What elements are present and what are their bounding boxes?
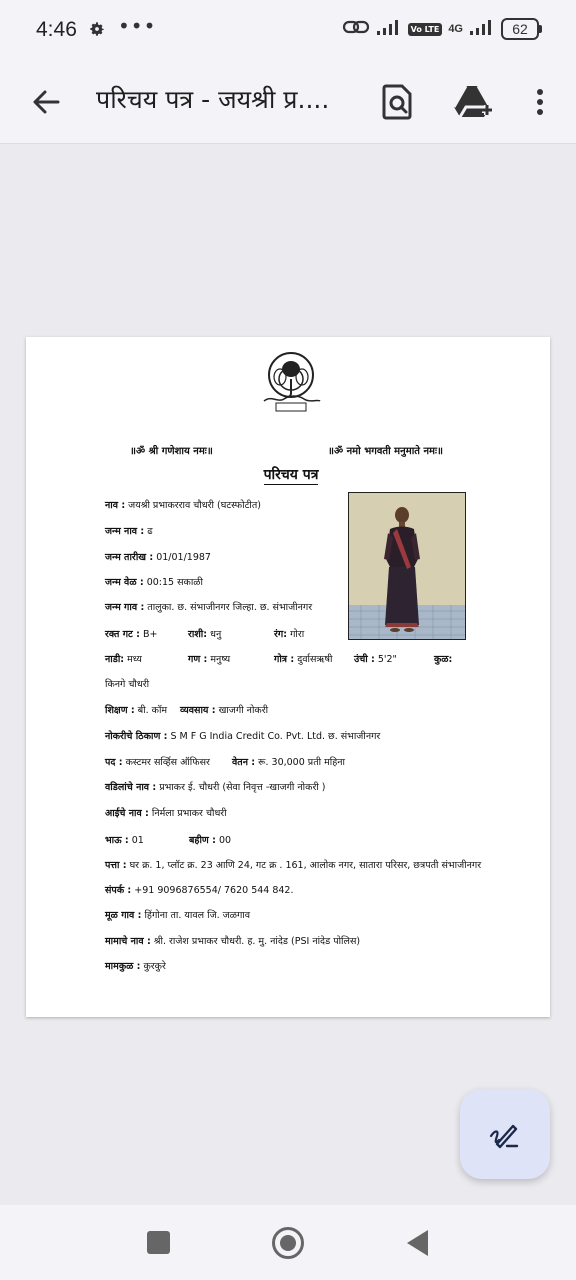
field-salary: वेतन : रू. 30,000 प्रती महिना — [232, 757, 346, 768]
battery-level: 62 — [501, 18, 539, 40]
status-time: 4:46 — [36, 18, 77, 41]
invocation-right: ॥ॐ नमो भगवती मनुमाते नमः॥ — [328, 446, 444, 457]
biodata-title: परिचय पत्र — [263, 467, 319, 483]
field-gan: गण : मनुष्य — [188, 654, 231, 665]
field-rashi: राशी: धनु — [188, 629, 222, 640]
field-name: नाव : जयश्री प्रभाकरराव चौधरी (घटस्फोटीत) — [105, 500, 261, 511]
field-mother: आईचे नाव : निर्मला प्रभाकर चौधरी — [105, 808, 227, 819]
status-bar — [0, 0, 576, 62]
field-blood-group: रक्त गट : B+ — [105, 629, 158, 640]
field-sisters: बहीण : 00 — [189, 835, 232, 846]
home-button[interactable] — [272, 1227, 304, 1259]
network-type: 4G — [448, 23, 463, 35]
field-post: पद : कस्टमर सर्व्हिस ऑफिसर — [105, 757, 210, 768]
add-to-drive-button[interactable] — [452, 82, 494, 122]
find-in-document-button[interactable] — [380, 82, 416, 122]
settings-gear-icon — [88, 20, 106, 42]
signal-icon-2 — [469, 18, 495, 40]
link-icon — [342, 18, 370, 40]
field-kul-label: कुळ: — [434, 654, 453, 665]
field-contact: संपर्क : +91 9096876554/ 7620 544 842. — [105, 885, 294, 896]
system-navigation-bar — [0, 1205, 576, 1280]
field-birth-time: जन्म वेळ : 00:15 सकाळी — [105, 577, 203, 588]
battery-icon — [501, 18, 542, 40]
field-brothers: भाऊ : 01 — [105, 835, 144, 846]
more-vert-icon — [528, 82, 552, 122]
field-gotra: गोत्र : दुर्वासऋषी — [274, 654, 333, 665]
signal-icon — [376, 18, 402, 40]
find-in-page-icon — [380, 82, 416, 122]
back-button[interactable] — [26, 82, 66, 122]
document-page[interactable] — [26, 337, 550, 1017]
field-birth-date: जन्म तारीख : 01/01/1987 — [105, 552, 211, 563]
field-mamkul: मामकुळ : कुरकुरे — [105, 961, 166, 972]
system-back-button[interactable] — [407, 1230, 428, 1256]
field-address: पत्ता : घर क्र. 1, प्लॉट क्र. 23 आणि 24, गट क्र . 161, आलोक नगर, सातारा परिसर, छत्रपती संभाजीनगर — [105, 860, 482, 871]
field-birth-name: जन्म नाव : ढ — [105, 526, 153, 537]
ganesha-logo — [258, 349, 324, 417]
document-title: परिचय पत्र - जयश्री प्र.... — [96, 85, 330, 114]
field-education: शिक्षण : बी. कॉम — [105, 705, 168, 716]
field-nadi: नाडी: मध्य — [105, 654, 142, 665]
edit-pen-icon — [489, 1118, 521, 1150]
more-options-button[interactable] — [528, 82, 552, 122]
field-birth-place: जन्म गाव : तालुका. छ. संभाजीनगर जिल्हा. छ. संभाजीनगर — [105, 602, 313, 613]
field-workplace: नोकरीचे ठिकाण : S M F G India Credit Co. Pvt. Ltd. छ. संभाजीनगर — [105, 731, 381, 742]
field-kul-value: किनगे चौधरी — [105, 679, 150, 690]
profile-photo — [348, 492, 466, 640]
field-father: वडिलांचे नाव : प्रभाकर ई. चौधरी (सेवा निवृत्त -खाजगी नोकरी ) — [105, 782, 326, 793]
app-bar — [0, 62, 576, 144]
field-occupation: व्यवसाय : खाजगी नोकरी — [180, 705, 269, 716]
field-complexion: रंग: गोरा — [274, 629, 305, 640]
volte-badge: Vo LTE — [408, 23, 443, 36]
invocation-left: ॥ॐ श्री गणेशाय नमः॥ — [130, 446, 213, 457]
edit-fab[interactable] — [460, 1089, 550, 1179]
drive-add-icon — [452, 82, 494, 122]
field-native: मूळ गाव : हिंगोना ता. यावल जि. जळगाव — [105, 910, 251, 921]
field-uncle: मामाचे नाव : श्री. राजेश प्रभाकर चौधरी. ह. मु. नांदेड (PSI नांदेड पोलिस) — [105, 936, 361, 947]
recents-button[interactable] — [147, 1231, 170, 1254]
more-notifications-icon: ••• — [118, 14, 157, 38]
arrow-back-icon — [26, 82, 66, 122]
field-height: उंची : 5'2" — [354, 654, 397, 665]
